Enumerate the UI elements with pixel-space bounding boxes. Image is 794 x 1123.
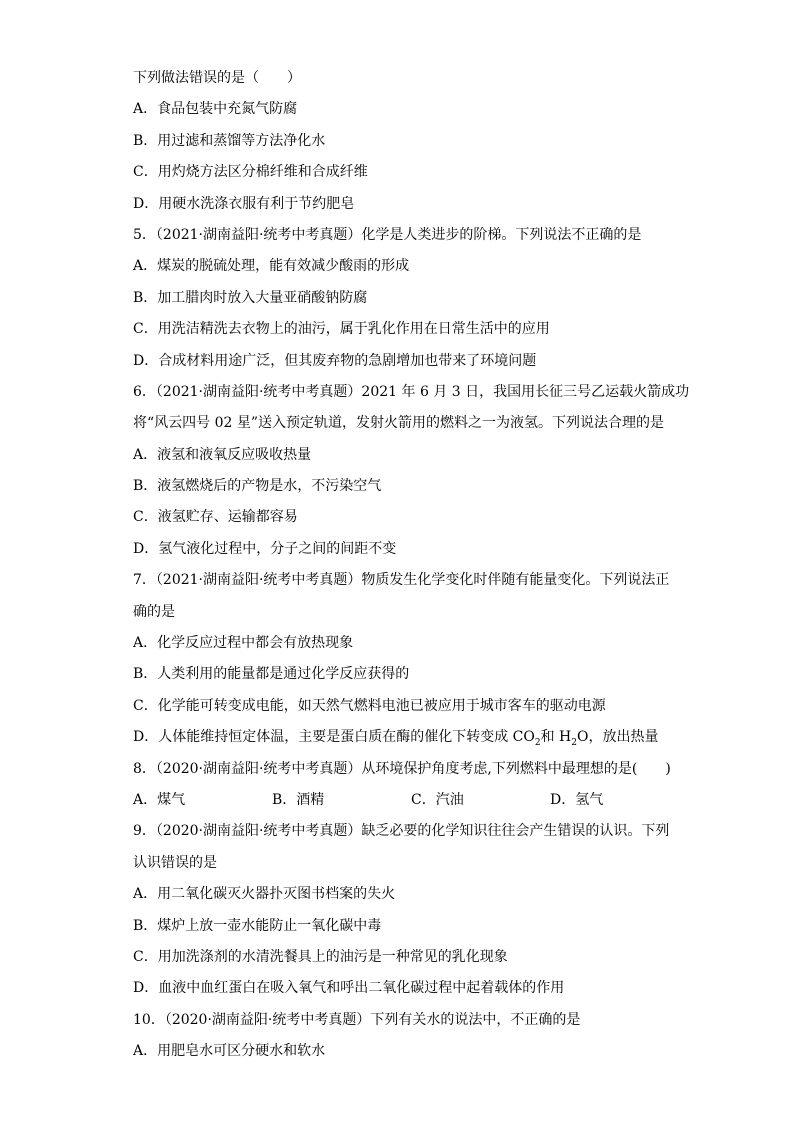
question-8-stem: 8．（2020·湖南益阳·统考中考真题）从环境保护角度考虑,下列燃料中最理想的是( ): [133, 760, 671, 777]
question-9-stem-line-1: 9．（2020·湖南益阳·统考中考真题）缺乏必要的化学知识往往会产生错误的认识。下列: [133, 823, 670, 840]
question-6-option-d: D．氢气液化过程中，分子之间的间距不变: [133, 540, 397, 557]
question-9-option-d: D．血液中血红蛋白在吸入氧气和呼出二氧化碳过程中起着载体的作用: [133, 980, 565, 997]
question-7-option-c: C．化学能可转变成电能，如天然气燃料电池已被应用于城市客车的驱动电源: [133, 697, 606, 714]
question-7-stem-line-1: 7．（2021·湖南益阳·统考中考真题）物质发生化学变化时伴随有能量变化。下列说法正: [133, 572, 670, 589]
question-8-option-a: A．煤气: [133, 791, 186, 808]
question-9-stem-line-2: 认识错误的是: [133, 854, 217, 871]
question-7-option-d-middle: 和 H: [540, 729, 572, 746]
question-4-option-c: C．用灼烧方法区分棉纤维和合成纤维: [133, 164, 368, 181]
question-5-option-b: B．加工腊肉时放入大量亚硝酸钠防腐: [133, 289, 368, 306]
question-list: [133, 63, 693, 1068]
question-7-stem-line-2: 确的是: [133, 603, 175, 620]
question-4-option-d: D．用硬水洗涤衣服有利于节约肥皂: [133, 195, 355, 212]
question-7-option-b: B．人类利用的能量都是通过化学反应获得的: [133, 666, 410, 683]
question-6-option-c: C．液氢贮存、运输都容易: [133, 509, 298, 526]
question-5-option-a: A．煤炭的脱硫处理，能有效减少酸雨的形成: [133, 258, 410, 275]
question-4-option-b: B．用过滤和蒸馏等方法净化水: [133, 132, 326, 149]
question-4-stem: 下列做法错误的是（ ）: [133, 70, 301, 86]
question-9-option-b: B．煤炉上放一壶水能防止一氧化碳中毒: [133, 917, 382, 934]
question-6-option-b: B．液氢燃烧后的产物是水，不污染空气: [133, 478, 382, 495]
question-9-option-a: A．用二氧化碳灭火器扑灭图书档案的失火: [133, 886, 396, 903]
question-6-stem-line-2: 将“风云四号 02 星”送入预定轨道，发射火箭用的燃料之一为液氢。下列说法合理的是: [133, 415, 665, 432]
question-8-option-c: C．汽油: [411, 791, 464, 808]
h2o-subscript: 2: [571, 738, 578, 748]
question-5-stem: 5．（2021·湖南益阳·统考中考真题）化学是人类进步的阶梯。下列说法不正确的是: [133, 226, 642, 243]
question-6-option-a: A．液氢和液氧反应吸收热量: [133, 446, 312, 463]
question-10-stem: 10．（2020·湖南益阳·统考中考真题）下列有关水的说法中，不正确的是: [133, 1011, 581, 1028]
question-9-option-c: C．用加洗涤剂的水清洗餐具上的油污是一种常见的乳化现象: [133, 948, 508, 965]
question-7-option-d-prefix: D．人体能维持恒定体温，主要是蛋白质在酶的催化下转变成 CO: [133, 729, 535, 746]
question-8-option-b: B．酒精: [272, 791, 325, 808]
question-5-option-c: C．用洗洁精洗去衣物上的油污，属于乳化作用在日常生活中的应用: [133, 321, 550, 338]
question-7-option-a: A．化学反应过程中都会有放热现象: [133, 635, 354, 652]
question-8-option-d: D．氢气: [550, 791, 604, 808]
question-8-options: [133, 785, 693, 816]
co2-subscript: 2: [534, 738, 541, 748]
question-7-option-d: [133, 722, 693, 753]
question-7-option-d-suffix: O，放出热量: [577, 729, 659, 746]
question-10-option-a: A．用肥皂水可区分硬水和软水: [133, 1043, 326, 1060]
question-4-option-a: A．食品包装中充氮气防腐: [133, 101, 298, 118]
question-5-option-d: D．合成材料用途广泛，但其废弃物的急剧增加也带来了环境问题: [133, 352, 537, 369]
question-6-stem-line-1: 6．（2021·湖南益阳·统考中考真题）2021 年 6 月 3 日，我国用长征三号乙运载火箭成功: [133, 383, 690, 400]
